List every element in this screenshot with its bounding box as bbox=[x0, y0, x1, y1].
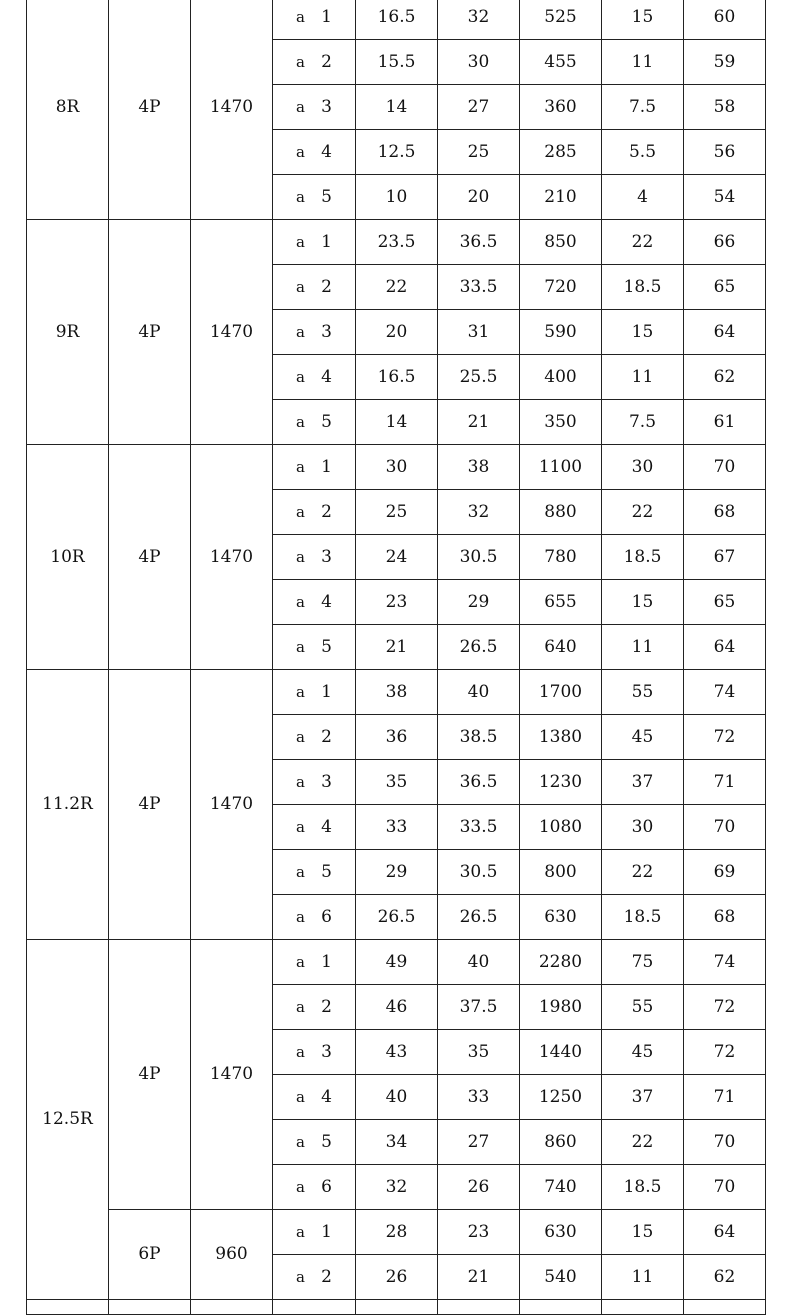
value-cell: 27 bbox=[438, 85, 520, 130]
value-cell: 25 bbox=[438, 130, 520, 175]
value-cell: 350 bbox=[520, 400, 602, 445]
table-row bbox=[27, 445, 766, 490]
value-cell: 38 bbox=[438, 445, 520, 490]
position-letter: a bbox=[296, 817, 305, 836]
position-cell bbox=[273, 895, 356, 940]
position-cell bbox=[273, 940, 356, 985]
position-number: 6 bbox=[321, 1176, 332, 1197]
value-cell: 32 bbox=[438, 0, 520, 40]
position-letter: a bbox=[296, 547, 305, 566]
value-cell: 540 bbox=[520, 1255, 602, 1300]
value-cell: 38.5 bbox=[438, 715, 520, 760]
position-number: 5 bbox=[321, 636, 332, 657]
table-body bbox=[27, 0, 766, 1315]
position-letter: a bbox=[296, 1222, 305, 1241]
value-cell: 74 bbox=[684, 670, 766, 715]
value-cell: 32 bbox=[356, 1165, 438, 1210]
position-cell bbox=[273, 1165, 356, 1210]
value-cell: 72 bbox=[684, 985, 766, 1030]
model-cell: 12.5R bbox=[27, 940, 109, 1300]
value-cell: 43 bbox=[356, 1030, 438, 1075]
value-cell: 2280 bbox=[520, 940, 602, 985]
position-letter: a bbox=[296, 907, 305, 926]
value-cell: 61 bbox=[684, 400, 766, 445]
value-cell: 32 bbox=[438, 490, 520, 535]
value-cell: 22 bbox=[602, 1120, 684, 1165]
value-cell: 30 bbox=[356, 445, 438, 490]
value-cell: 72 bbox=[684, 1030, 766, 1075]
empty-cell bbox=[602, 1300, 684, 1315]
value-cell: 55 bbox=[602, 985, 684, 1030]
value-cell: 1980 bbox=[520, 985, 602, 1030]
position-number: 1 bbox=[321, 231, 332, 252]
position-number: 3 bbox=[321, 1041, 332, 1062]
value-cell: 18.5 bbox=[602, 1165, 684, 1210]
position-cell bbox=[273, 535, 356, 580]
position-letter: a bbox=[296, 1177, 305, 1196]
position-number: 1 bbox=[321, 681, 332, 702]
value-cell: 18.5 bbox=[602, 535, 684, 580]
position-letter: a bbox=[296, 412, 305, 431]
value-cell: 54 bbox=[684, 175, 766, 220]
rpm-cell: 960 bbox=[191, 1210, 273, 1300]
position-cell bbox=[273, 85, 356, 130]
position-cell bbox=[273, 400, 356, 445]
position-letter: a bbox=[296, 232, 305, 251]
value-cell: 37 bbox=[602, 1075, 684, 1120]
position-letter: a bbox=[296, 502, 305, 521]
value-cell: 14 bbox=[356, 85, 438, 130]
position-number: 3 bbox=[321, 546, 332, 567]
value-cell: 22 bbox=[356, 265, 438, 310]
value-cell: 12.5 bbox=[356, 130, 438, 175]
value-cell: 59 bbox=[684, 40, 766, 85]
position-number: 2 bbox=[321, 1266, 332, 1287]
value-cell: 30 bbox=[602, 805, 684, 850]
value-cell: 640 bbox=[520, 625, 602, 670]
value-cell: 45 bbox=[602, 715, 684, 760]
position-letter: a bbox=[296, 952, 305, 971]
value-cell: 72 bbox=[684, 715, 766, 760]
value-cell: 22 bbox=[602, 850, 684, 895]
value-cell: 65 bbox=[684, 265, 766, 310]
value-cell: 22 bbox=[602, 220, 684, 265]
position-letter: a bbox=[296, 637, 305, 656]
value-cell: 720 bbox=[520, 265, 602, 310]
value-cell: 23 bbox=[438, 1210, 520, 1255]
value-cell: 67 bbox=[684, 535, 766, 580]
value-cell: 23.5 bbox=[356, 220, 438, 265]
position-cell bbox=[273, 1075, 356, 1120]
value-cell: 68 bbox=[684, 490, 766, 535]
value-cell: 46 bbox=[356, 985, 438, 1030]
value-cell: 26 bbox=[438, 1165, 520, 1210]
value-cell: 1380 bbox=[520, 715, 602, 760]
value-cell: 15 bbox=[602, 310, 684, 355]
value-cell: 70 bbox=[684, 1165, 766, 1210]
value-cell: 45 bbox=[602, 1030, 684, 1075]
position-number: 1 bbox=[321, 456, 332, 477]
position-number: 2 bbox=[321, 996, 332, 1017]
value-cell: 68 bbox=[684, 895, 766, 940]
value-cell: 30 bbox=[438, 40, 520, 85]
value-cell: 4 bbox=[602, 175, 684, 220]
value-cell: 15 bbox=[602, 0, 684, 40]
value-cell: 800 bbox=[520, 850, 602, 895]
position-number: 2 bbox=[321, 501, 332, 522]
value-cell: 10 bbox=[356, 175, 438, 220]
position-cell bbox=[273, 0, 356, 40]
value-cell: 25.5 bbox=[438, 355, 520, 400]
position-cell bbox=[273, 985, 356, 1030]
value-cell: 780 bbox=[520, 535, 602, 580]
value-cell: 37 bbox=[602, 760, 684, 805]
position-cell bbox=[273, 805, 356, 850]
poles-cell: 4P bbox=[109, 0, 191, 220]
position-number: 1 bbox=[321, 951, 332, 972]
poles-cell: 4P bbox=[109, 220, 191, 445]
value-cell: 1230 bbox=[520, 760, 602, 805]
position-cell bbox=[273, 715, 356, 760]
value-cell: 30 bbox=[602, 445, 684, 490]
position-number: 1 bbox=[321, 6, 332, 27]
model-cell: 11.2R bbox=[27, 670, 109, 940]
value-cell: 20 bbox=[438, 175, 520, 220]
value-cell: 26.5 bbox=[438, 625, 520, 670]
empty-cell bbox=[109, 1300, 191, 1315]
value-cell: 1250 bbox=[520, 1075, 602, 1120]
value-cell: 40 bbox=[356, 1075, 438, 1120]
value-cell: 62 bbox=[684, 1255, 766, 1300]
rpm-cell: 1470 bbox=[191, 220, 273, 445]
value-cell: 210 bbox=[520, 175, 602, 220]
model-cell: 8R bbox=[27, 0, 109, 220]
position-number: 4 bbox=[321, 1086, 332, 1107]
position-cell bbox=[273, 265, 356, 310]
value-cell: 26 bbox=[356, 1255, 438, 1300]
position-cell bbox=[273, 760, 356, 805]
rpm-cell: 1470 bbox=[191, 670, 273, 940]
position-number: 3 bbox=[321, 771, 332, 792]
value-cell: 740 bbox=[520, 1165, 602, 1210]
empty-cell bbox=[520, 1300, 602, 1315]
value-cell: 15 bbox=[602, 580, 684, 625]
value-cell: 285 bbox=[520, 130, 602, 175]
position-cell bbox=[273, 1120, 356, 1165]
value-cell: 11 bbox=[602, 40, 684, 85]
position-letter: a bbox=[296, 277, 305, 296]
value-cell: 21 bbox=[356, 625, 438, 670]
position-letter: a bbox=[296, 1132, 305, 1151]
value-cell: 29 bbox=[356, 850, 438, 895]
value-cell: 630 bbox=[520, 895, 602, 940]
position-number: 3 bbox=[321, 321, 332, 342]
value-cell: 26.5 bbox=[356, 895, 438, 940]
value-cell: 65 bbox=[684, 580, 766, 625]
position-letter: a bbox=[296, 457, 305, 476]
position-cell bbox=[273, 40, 356, 85]
position-number: 2 bbox=[321, 276, 332, 297]
position-letter: a bbox=[296, 592, 305, 611]
value-cell: 58 bbox=[684, 85, 766, 130]
position-cell bbox=[273, 445, 356, 490]
value-cell: 18.5 bbox=[602, 265, 684, 310]
value-cell: 33 bbox=[438, 1075, 520, 1120]
value-cell: 25 bbox=[356, 490, 438, 535]
position-letter: a bbox=[296, 1087, 305, 1106]
value-cell: 22 bbox=[602, 490, 684, 535]
value-cell: 49 bbox=[356, 940, 438, 985]
value-cell: 75 bbox=[602, 940, 684, 985]
position-letter: a bbox=[296, 862, 305, 881]
value-cell: 30.5 bbox=[438, 850, 520, 895]
value-cell: 36.5 bbox=[438, 760, 520, 805]
position-letter: a bbox=[296, 1267, 305, 1286]
value-cell: 14 bbox=[356, 400, 438, 445]
poles-cell: 6P bbox=[109, 1210, 191, 1300]
model-cell: 9R bbox=[27, 220, 109, 445]
value-cell: 29 bbox=[438, 580, 520, 625]
empty-cell bbox=[273, 1300, 356, 1315]
value-cell: 33.5 bbox=[438, 805, 520, 850]
position-number: 2 bbox=[321, 51, 332, 72]
value-cell: 455 bbox=[520, 40, 602, 85]
value-cell: 525 bbox=[520, 0, 602, 40]
value-cell: 69 bbox=[684, 850, 766, 895]
value-cell: 74 bbox=[684, 940, 766, 985]
poles-cell: 4P bbox=[109, 940, 191, 1210]
value-cell: 360 bbox=[520, 85, 602, 130]
position-letter: a bbox=[296, 772, 305, 791]
position-cell bbox=[273, 130, 356, 175]
value-cell: 64 bbox=[684, 1210, 766, 1255]
position-number: 1 bbox=[321, 1221, 332, 1242]
value-cell: 16.5 bbox=[356, 0, 438, 40]
position-cell bbox=[273, 490, 356, 535]
value-cell: 15.5 bbox=[356, 40, 438, 85]
value-cell: 24 bbox=[356, 535, 438, 580]
value-cell: 7.5 bbox=[602, 85, 684, 130]
value-cell: 16.5 bbox=[356, 355, 438, 400]
value-cell: 1100 bbox=[520, 445, 602, 490]
value-cell: 70 bbox=[684, 805, 766, 850]
value-cell: 21 bbox=[438, 400, 520, 445]
position-letter: a bbox=[296, 322, 305, 341]
value-cell: 56 bbox=[684, 130, 766, 175]
table-row bbox=[27, 220, 766, 265]
value-cell: 37.5 bbox=[438, 985, 520, 1030]
position-number: 4 bbox=[321, 591, 332, 612]
value-cell: 860 bbox=[520, 1120, 602, 1165]
position-letter: a bbox=[296, 682, 305, 701]
value-cell: 5.5 bbox=[602, 130, 684, 175]
position-number: 4 bbox=[321, 816, 332, 837]
position-number: 5 bbox=[321, 411, 332, 432]
value-cell: 21 bbox=[438, 1255, 520, 1300]
value-cell: 71 bbox=[684, 760, 766, 805]
value-cell: 70 bbox=[684, 1120, 766, 1165]
position-number: 5 bbox=[321, 186, 332, 207]
value-cell: 15 bbox=[602, 1210, 684, 1255]
empty-cell bbox=[438, 1300, 520, 1315]
value-cell: 35 bbox=[356, 760, 438, 805]
value-cell: 34 bbox=[356, 1120, 438, 1165]
value-cell: 31 bbox=[438, 310, 520, 355]
position-letter: a bbox=[296, 997, 305, 1016]
value-cell: 1080 bbox=[520, 805, 602, 850]
table-row bbox=[27, 670, 766, 715]
spec-table bbox=[26, 0, 766, 1315]
position-cell bbox=[273, 355, 356, 400]
table-row bbox=[27, 0, 766, 40]
position-cell bbox=[273, 850, 356, 895]
position-number: 3 bbox=[321, 96, 332, 117]
rpm-cell: 1470 bbox=[191, 940, 273, 1210]
value-cell: 33 bbox=[356, 805, 438, 850]
empty-cell bbox=[356, 1300, 438, 1315]
value-cell: 630 bbox=[520, 1210, 602, 1255]
value-cell: 28 bbox=[356, 1210, 438, 1255]
value-cell: 7.5 bbox=[602, 400, 684, 445]
value-cell: 26.5 bbox=[438, 895, 520, 940]
value-cell: 20 bbox=[356, 310, 438, 355]
position-number: 4 bbox=[321, 141, 332, 162]
value-cell: 11 bbox=[602, 355, 684, 400]
value-cell: 23 bbox=[356, 580, 438, 625]
position-cell bbox=[273, 1030, 356, 1075]
position-cell bbox=[273, 1210, 356, 1255]
value-cell: 38 bbox=[356, 670, 438, 715]
position-letter: a bbox=[296, 142, 305, 161]
poles-cell: 4P bbox=[109, 445, 191, 670]
empty-cell bbox=[684, 1300, 766, 1315]
value-cell: 1700 bbox=[520, 670, 602, 715]
continuation-row bbox=[27, 1300, 766, 1315]
value-cell: 64 bbox=[684, 310, 766, 355]
table-row bbox=[27, 940, 766, 985]
poles-cell: 4P bbox=[109, 670, 191, 940]
position-cell bbox=[273, 580, 356, 625]
position-letter: a bbox=[296, 52, 305, 71]
position-cell bbox=[273, 670, 356, 715]
value-cell: 880 bbox=[520, 490, 602, 535]
value-cell: 64 bbox=[684, 625, 766, 670]
rpm-cell: 1470 bbox=[191, 445, 273, 670]
empty-cell bbox=[191, 1300, 273, 1315]
table-row bbox=[27, 1210, 766, 1255]
position-letter: a bbox=[296, 97, 305, 116]
position-cell bbox=[273, 310, 356, 355]
position-letter: a bbox=[296, 7, 305, 26]
position-number: 5 bbox=[321, 861, 332, 882]
position-letter: a bbox=[296, 367, 305, 386]
position-letter: a bbox=[296, 187, 305, 206]
value-cell: 850 bbox=[520, 220, 602, 265]
value-cell: 40 bbox=[438, 940, 520, 985]
value-cell: 655 bbox=[520, 580, 602, 625]
position-cell bbox=[273, 175, 356, 220]
value-cell: 400 bbox=[520, 355, 602, 400]
value-cell: 70 bbox=[684, 445, 766, 490]
model-cell: 10R bbox=[27, 445, 109, 670]
value-cell: 36 bbox=[356, 715, 438, 760]
position-number: 5 bbox=[321, 1131, 332, 1152]
position-cell bbox=[273, 625, 356, 670]
position-number: 2 bbox=[321, 726, 332, 747]
position-cell bbox=[273, 220, 356, 265]
value-cell: 66 bbox=[684, 220, 766, 265]
rpm-cell: 1470 bbox=[191, 0, 273, 220]
value-cell: 36.5 bbox=[438, 220, 520, 265]
value-cell: 30.5 bbox=[438, 535, 520, 580]
value-cell: 11 bbox=[602, 625, 684, 670]
value-cell: 71 bbox=[684, 1075, 766, 1120]
value-cell: 590 bbox=[520, 310, 602, 355]
value-cell: 1440 bbox=[520, 1030, 602, 1075]
value-cell: 18.5 bbox=[602, 895, 684, 940]
value-cell: 62 bbox=[684, 355, 766, 400]
value-cell: 40 bbox=[438, 670, 520, 715]
position-number: 4 bbox=[321, 366, 332, 387]
position-number: 6 bbox=[321, 906, 332, 927]
value-cell: 55 bbox=[602, 670, 684, 715]
empty-cell bbox=[27, 1300, 109, 1315]
position-letter: a bbox=[296, 1042, 305, 1061]
position-letter: a bbox=[296, 727, 305, 746]
value-cell: 33.5 bbox=[438, 265, 520, 310]
value-cell: 11 bbox=[602, 1255, 684, 1300]
value-cell: 27 bbox=[438, 1120, 520, 1165]
value-cell: 35 bbox=[438, 1030, 520, 1075]
position-cell bbox=[273, 1255, 356, 1300]
value-cell: 60 bbox=[684, 0, 766, 40]
